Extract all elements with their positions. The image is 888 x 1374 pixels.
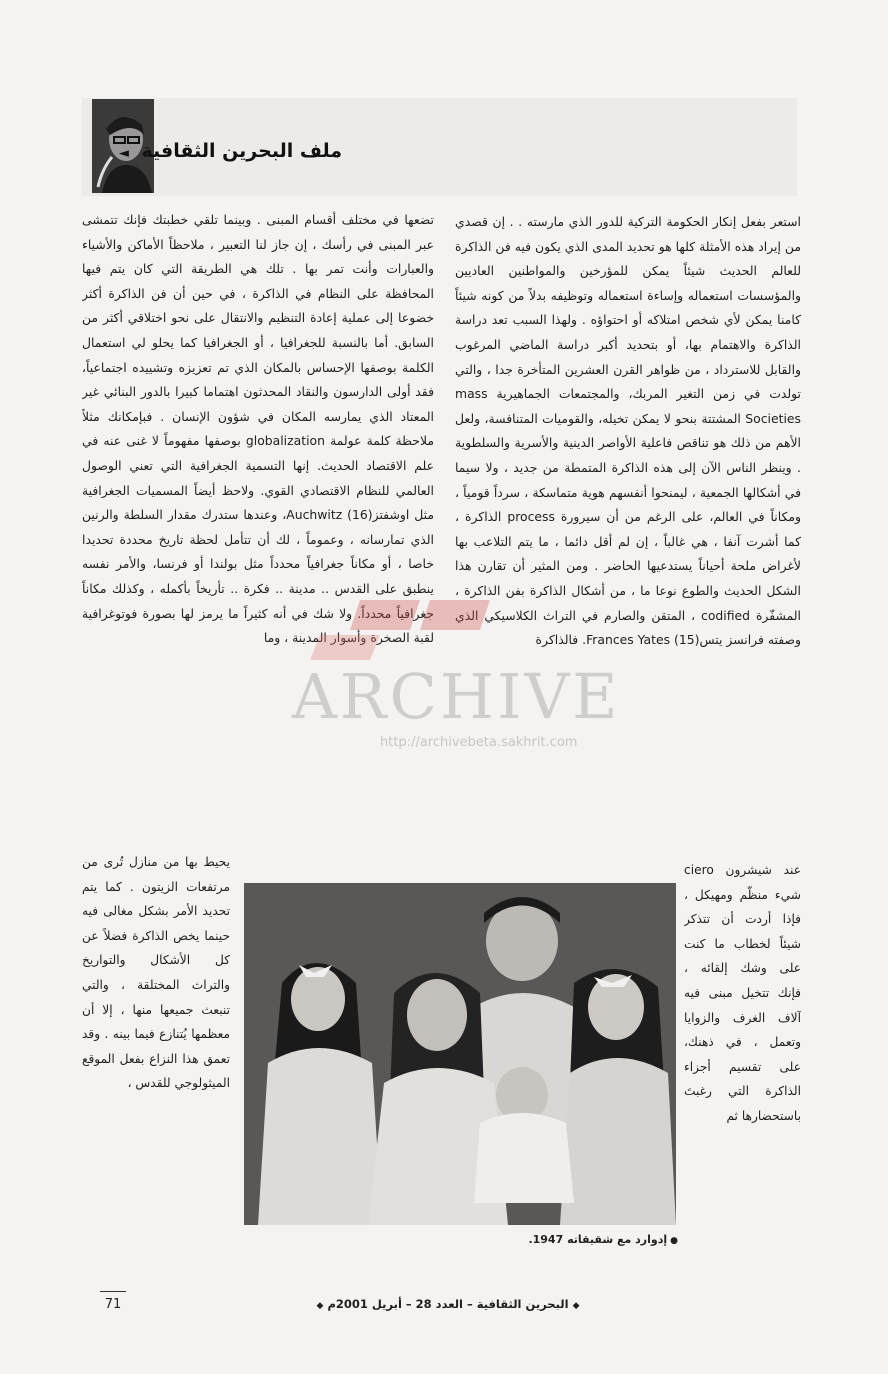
section-title-text: ملف البحرين الثقافية (141, 140, 342, 162)
footer-publication (310, 1297, 586, 1311)
text-column-right (455, 210, 801, 850)
page-number: 71 (104, 1297, 122, 1312)
paragraph: تضعها في مختلف أقسام المبنى . وبينما تلقي خطبتك فإنك تتمشى عبر المبنى في رأسك ، إن جاز لنا التعبير ، ملاحظاً الأماكن والأشياء والعبارات وأنت تمر بها . تلك هي الطريقة التي كان يتم فيها المحافظة على النظام في الذاكرة ، في حين أن فن الذاكرة أكثر خضوعا إلى عملية إعادة التنظيم والانتقال على نحو اختلاقي أكثر من السابق. أما بالنسبة للجغرافيا ، أو الجغرافيا كما يحلو لي استعمال الكلمة بوصفها الإحساس بالمكان الذي تم تعزيزه وتشييده اجتماعياً، فقد أولى الدارسون والنقاد المحدثون اهتماما كبيرا بالدور البنائي غير المعتاد الذي يمارسه المكان في شؤون الإنسان . فبإمكانك مثلاً ملاحظة كلمة عولمة globalization بوصفها مفهوماً لا غنى عنه في علم الاقتصاد الحديث. إنها التسمية الجغرافية التي تعني الوصول العالمي للنظام الاقتصادي القوي. ولاحظ أيضاً المسميات الجغرافية مثل اوشفتزAuchwitz (16)، وعندها ستدرك مقدار السلطة والرنين الذي تمارسانه ، وعموماً ، لك أن تتأمل لحظة تاريخ محددة تحديدا خاصا ، أو مكاناً جغرافياً محدداً مثل بولندا أو فرنسا، والأمر نفسه ينطبق على القدس .. مدينة .. فكرة .. تأريخاً بأكمله ، وكذلك مكاناً جغرافياً محدداً. ولا شك في أنه كثيراً ما يرمز لها بصورة فوتوغرافية لقبة الصخرة وأسوار المدينة ، وما (82, 212, 434, 646)
paragraph: يحيط بها من منازل تُرى من مرتفعات الزيتون . كما يتم تحديد الأمر بشكل مغالى فيه حينما يخص الذاكرة فضلاً عن كل الأشكال والتواريخ والتراث المختلقة ، والتي تنبعث جميعها منها ، إلا أن معظمها يُتنازع فيما بينه . وقد تعمق هذا النزاع بفعل الموقع الميثولوجي للقدس ، (82, 855, 230, 1091)
page-number-rule (100, 1291, 126, 1292)
photo-caption (470, 1233, 678, 1246)
diamond-icon: ◆ (316, 1301, 324, 1311)
family-photo (244, 883, 676, 1225)
paragraph: استعر بفعل إنكار الحكومة التركية للدور الذي مارسته . . إن قصدي من إيراد هذه الأمثلة كلها هو تحديد المدى الذي يكون فيه فن الذاكرة للعالم الحديث شيئاً يمكن للمؤرخين والمواطنين العاديين والمؤسسات استعماله وإساءة استعماله وتوظيفه بدلاً من كونه شيئاً كامنا يمكن لأي شخص امتلاكه أو احتواؤه . ولهذا السبب تعد دراسة الذاكرة والاهتمام بها، أو بتحديد أكبر دراسة الماضي المرغوب والقابل للاسترداد ، من ظواهر القرن العشرين المتأخرة جدا ، والتي تولدت في زمن التغير المربك، والمجتمعات الجماهيرية mass Societies المشتتة بنحو لا يمكن تخيله، والقوميات المتنافسة، ولعل الأهم من ذلك هو تناقص فاعلية الأواصر الدينية والأسرية والسلطوية . وينظر الناس الآن إلى هذه الذاكرة المتمطة من جديد ، ولا سيما في أشكالها الجمعية ، ليمنحوا أنفسهم هوية متماسكة ، سرداً قومياً ، ومكاناً في العالم، على الرغم من أن سيرورة process الذاكرة ، كما أشرت آنفا ، هي غالباً ، إن لم أقل دائما ، ما يتم التلاعب بها لأغراض ملحة أحياناً يستدعيها الحاضر . ومن المثير أن تقارن هذا الشكل الحديث والطوع نوعا ما ، من أشكال الذاكرة بفن الذاكرة ، المشفّرة codified ، المتقن والصارم في التراث الكلاسيكي الذي وصفته فرانسز يتسFrances Yates (15). فالذاكرة (455, 214, 801, 648)
text-column-narrow-left (82, 850, 230, 1270)
text-column-narrow-right (684, 858, 801, 1288)
section-title (118, 140, 342, 162)
photo-caption-text: إدوارد مع شقيقاته 1947. (528, 1233, 668, 1246)
text-column-left (82, 208, 434, 848)
paragraph: عند شيشرون ciero شيء منظّم ومهيكل ، فإذا أردت أن تتذكر شيئاً لخطاب ما كنت على وشك إلقائه ، فإنك تتخيل مبنى فيه آلاف الغرف والزوايا وتعمل ، في ذهنك، على تقسيم أجزاء الذاكرة التي رغبتَ باستحضارها ثم (684, 863, 801, 1123)
footer-publication-text: البحرين الثقافية – العدد 28 – أبريل 2001م (327, 1297, 569, 1311)
bullet-icon: ● (670, 1236, 678, 1246)
watermark-text: ARCHIVE (292, 660, 621, 733)
diamond-icon: ◆ (572, 1301, 580, 1311)
arrow-left-icon: ◄ (118, 146, 129, 161)
watermark-url: http://archivebeta.sakhrit.com (380, 735, 578, 750)
